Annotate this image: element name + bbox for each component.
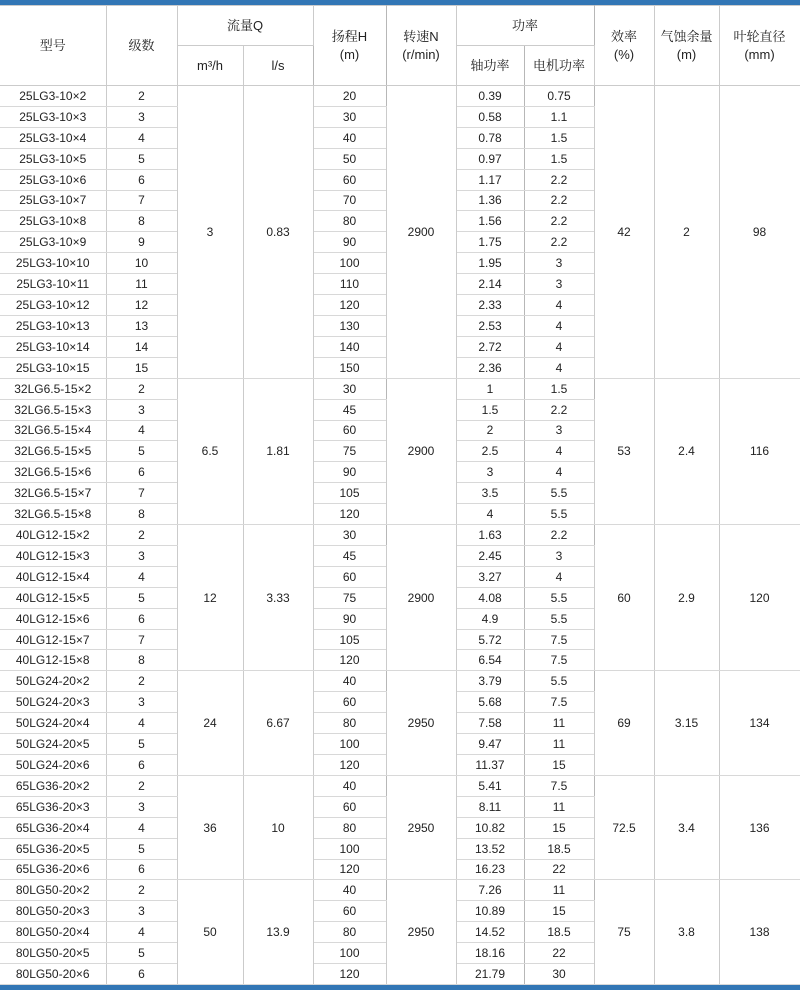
motor-power-cell: 3 bbox=[524, 545, 594, 566]
head-cell: 110 bbox=[313, 274, 386, 295]
stages-cell: 5 bbox=[106, 441, 177, 462]
head-cell: 90 bbox=[313, 608, 386, 629]
table-row bbox=[0, 378, 800, 399]
shaft-power-cell: 2 bbox=[456, 420, 524, 441]
model-cell: 50LG24-20×6 bbox=[0, 755, 106, 776]
motor-power-cell: 4 bbox=[524, 441, 594, 462]
stages-cell: 12 bbox=[106, 295, 177, 316]
table-row bbox=[0, 775, 800, 796]
impeller-cell: 136 bbox=[719, 775, 800, 880]
npsh-cell: 3.4 bbox=[654, 775, 719, 880]
head-cell: 60 bbox=[313, 169, 386, 190]
model-cell: 25LG3-10×8 bbox=[0, 211, 106, 232]
stages-cell: 4 bbox=[106, 713, 177, 734]
motor-power-cell: 7.5 bbox=[524, 650, 594, 671]
pump-spec-table bbox=[0, 5, 800, 985]
column-header-flow-group: 流量Q bbox=[177, 6, 313, 46]
model-cell: 40LG12-15×3 bbox=[0, 545, 106, 566]
column-header-speed bbox=[386, 6, 456, 86]
model-cell: 80LG50-20×4 bbox=[0, 922, 106, 943]
head-cell: 120 bbox=[313, 964, 386, 985]
motor-power-cell: 18.5 bbox=[524, 922, 594, 943]
model-cell: 40LG12-15×2 bbox=[0, 525, 106, 546]
stages-cell: 10 bbox=[106, 253, 177, 274]
head-cell: 50 bbox=[313, 148, 386, 169]
head-cell: 150 bbox=[313, 357, 386, 378]
stages-cell: 11 bbox=[106, 274, 177, 295]
shaft-power-cell: 0.97 bbox=[456, 148, 524, 169]
stages-cell: 8 bbox=[106, 650, 177, 671]
model-cell: 25LG3-10×6 bbox=[0, 169, 106, 190]
model-cell: 65LG36-20×6 bbox=[0, 859, 106, 880]
head-cell: 75 bbox=[313, 587, 386, 608]
stages-cell: 6 bbox=[106, 755, 177, 776]
stages-cell: 7 bbox=[106, 629, 177, 650]
motor-power-cell: 5.5 bbox=[524, 504, 594, 525]
head-cell: 40 bbox=[313, 775, 386, 796]
npsh-cell: 3.8 bbox=[654, 880, 719, 985]
shaft-power-cell: 11.37 bbox=[456, 755, 524, 776]
head-cell: 40 bbox=[313, 127, 386, 148]
model-cell: 50LG24-20×2 bbox=[0, 671, 106, 692]
motor-power-cell: 2.2 bbox=[524, 190, 594, 211]
head-cell: 90 bbox=[313, 232, 386, 253]
shaft-power-cell: 4.9 bbox=[456, 608, 524, 629]
shaft-power-cell: 1 bbox=[456, 378, 524, 399]
header-head-title: 扬程H bbox=[331, 28, 368, 44]
stages-cell: 2 bbox=[106, 880, 177, 901]
shaft-power-cell: 0.78 bbox=[456, 127, 524, 148]
stages-cell: 8 bbox=[106, 211, 177, 232]
stages-cell: 15 bbox=[106, 357, 177, 378]
flow-m3h-cell: 3 bbox=[177, 86, 243, 379]
table-row bbox=[0, 671, 800, 692]
flow-m3h-cell: 36 bbox=[177, 775, 243, 880]
flow-m3h-cell: 12 bbox=[177, 525, 243, 671]
motor-power-cell: 2.2 bbox=[524, 169, 594, 190]
model-cell: 40LG12-15×7 bbox=[0, 629, 106, 650]
speed-cell: 2950 bbox=[386, 671, 456, 776]
motor-power-cell: 2.2 bbox=[524, 211, 594, 232]
impeller-cell: 120 bbox=[719, 525, 800, 671]
model-cell: 80LG50-20×2 bbox=[0, 880, 106, 901]
motor-power-cell: 22 bbox=[524, 943, 594, 964]
stages-cell: 3 bbox=[106, 399, 177, 420]
efficiency-cell: 42 bbox=[594, 86, 654, 379]
bottom-accent-bar bbox=[0, 985, 800, 990]
table-row bbox=[0, 880, 800, 901]
motor-power-cell: 11 bbox=[524, 796, 594, 817]
motor-power-cell: 11 bbox=[524, 713, 594, 734]
shaft-power-cell: 5.41 bbox=[456, 775, 524, 796]
model-cell: 32LG6.5-15×5 bbox=[0, 441, 106, 462]
stages-cell: 3 bbox=[106, 901, 177, 922]
shaft-power-cell: 5.72 bbox=[456, 629, 524, 650]
shaft-power-cell: 2.72 bbox=[456, 336, 524, 357]
shaft-power-cell: 3.5 bbox=[456, 483, 524, 504]
model-cell: 25LG3-10×5 bbox=[0, 148, 106, 169]
head-cell: 30 bbox=[313, 525, 386, 546]
column-header-model: 型号 bbox=[0, 6, 106, 86]
model-cell: 80LG50-20×3 bbox=[0, 901, 106, 922]
model-cell: 50LG24-20×5 bbox=[0, 734, 106, 755]
column-header-flow-m3h: m³/h bbox=[177, 46, 243, 86]
stages-cell: 4 bbox=[106, 817, 177, 838]
motor-power-cell: 0.75 bbox=[524, 86, 594, 107]
head-cell: 140 bbox=[313, 336, 386, 357]
header-head-unit: (m) bbox=[339, 46, 360, 62]
head-cell: 80 bbox=[313, 817, 386, 838]
shaft-power-cell: 6.54 bbox=[456, 650, 524, 671]
motor-power-cell: 2.2 bbox=[524, 399, 594, 420]
head-cell: 30 bbox=[313, 378, 386, 399]
shaft-power-cell: 10.89 bbox=[456, 901, 524, 922]
column-header-npsh bbox=[654, 6, 719, 86]
head-cell: 120 bbox=[313, 504, 386, 525]
stages-cell: 8 bbox=[106, 504, 177, 525]
stages-cell: 14 bbox=[106, 336, 177, 357]
stages-cell: 2 bbox=[106, 775, 177, 796]
head-cell: 45 bbox=[313, 545, 386, 566]
head-cell: 100 bbox=[313, 943, 386, 964]
head-cell: 120 bbox=[313, 755, 386, 776]
stages-cell: 13 bbox=[106, 315, 177, 336]
model-cell: 65LG36-20×5 bbox=[0, 838, 106, 859]
stages-cell: 4 bbox=[106, 922, 177, 943]
model-cell: 40LG12-15×4 bbox=[0, 566, 106, 587]
flow-ls-cell: 3.33 bbox=[243, 525, 313, 671]
shaft-power-cell: 13.52 bbox=[456, 838, 524, 859]
head-cell: 30 bbox=[313, 106, 386, 127]
flow-ls-cell: 0.83 bbox=[243, 86, 313, 379]
stages-cell: 5 bbox=[106, 734, 177, 755]
shaft-power-cell: 1.5 bbox=[456, 399, 524, 420]
model-cell: 80LG50-20×5 bbox=[0, 943, 106, 964]
speed-cell: 2950 bbox=[386, 880, 456, 985]
stages-cell: 6 bbox=[106, 169, 177, 190]
stages-cell: 4 bbox=[106, 566, 177, 587]
shaft-power-cell: 0.58 bbox=[456, 106, 524, 127]
shaft-power-cell: 1.75 bbox=[456, 232, 524, 253]
stages-cell: 7 bbox=[106, 483, 177, 504]
stages-cell: 6 bbox=[106, 964, 177, 985]
npsh-cell: 2.9 bbox=[654, 525, 719, 671]
shaft-power-cell: 3.79 bbox=[456, 671, 524, 692]
model-cell: 32LG6.5-15×4 bbox=[0, 420, 106, 441]
model-cell: 32LG6.5-15×8 bbox=[0, 504, 106, 525]
stages-cell: 6 bbox=[106, 608, 177, 629]
motor-power-cell: 3 bbox=[524, 420, 594, 441]
efficiency-cell: 72.5 bbox=[594, 775, 654, 880]
motor-power-cell: 11 bbox=[524, 734, 594, 755]
flow-ls-cell: 1.81 bbox=[243, 378, 313, 524]
motor-power-cell: 3 bbox=[524, 274, 594, 295]
head-cell: 105 bbox=[313, 483, 386, 504]
motor-power-cell: 4 bbox=[524, 566, 594, 587]
motor-power-cell: 7.5 bbox=[524, 629, 594, 650]
head-cell: 80 bbox=[313, 211, 386, 232]
head-cell: 80 bbox=[313, 713, 386, 734]
header-efficiency-unit: (%) bbox=[613, 46, 635, 62]
impeller-cell: 116 bbox=[719, 378, 800, 524]
table-row bbox=[0, 86, 800, 107]
speed-cell: 2900 bbox=[386, 86, 456, 379]
motor-power-cell: 4 bbox=[524, 336, 594, 357]
stages-cell: 4 bbox=[106, 420, 177, 441]
model-cell: 25LG3-10×7 bbox=[0, 190, 106, 211]
header-speed-title: 转速N bbox=[403, 28, 439, 44]
stages-cell: 5 bbox=[106, 838, 177, 859]
motor-power-cell: 1.5 bbox=[524, 378, 594, 399]
stages-cell: 6 bbox=[106, 462, 177, 483]
head-cell: 120 bbox=[313, 859, 386, 880]
shaft-power-cell: 1.95 bbox=[456, 253, 524, 274]
npsh-cell: 2.4 bbox=[654, 378, 719, 524]
stages-cell: 3 bbox=[106, 796, 177, 817]
model-cell: 25LG3-10×3 bbox=[0, 106, 106, 127]
stages-cell: 4 bbox=[106, 127, 177, 148]
header-npsh-title: 气蚀余量 bbox=[660, 28, 713, 44]
motor-power-cell: 7.5 bbox=[524, 775, 594, 796]
stages-cell: 2 bbox=[106, 86, 177, 107]
stages-cell: 2 bbox=[106, 378, 177, 399]
impeller-cell: 98 bbox=[719, 86, 800, 379]
shaft-power-cell: 21.79 bbox=[456, 964, 524, 985]
motor-power-cell: 3 bbox=[524, 253, 594, 274]
model-cell: 25LG3-10×4 bbox=[0, 127, 106, 148]
head-cell: 60 bbox=[313, 901, 386, 922]
flow-m3h-cell: 24 bbox=[177, 671, 243, 776]
stages-cell: 7 bbox=[106, 190, 177, 211]
model-cell: 25LG3-10×13 bbox=[0, 315, 106, 336]
model-cell: 40LG12-15×6 bbox=[0, 608, 106, 629]
motor-power-cell: 11 bbox=[524, 880, 594, 901]
shaft-power-cell: 7.26 bbox=[456, 880, 524, 901]
shaft-power-cell: 14.52 bbox=[456, 922, 524, 943]
column-header-shaft-power: 轴功率 bbox=[456, 46, 524, 86]
stages-cell: 3 bbox=[106, 545, 177, 566]
stages-cell: 5 bbox=[106, 943, 177, 964]
header-npsh-unit: (m) bbox=[676, 46, 697, 62]
head-cell: 40 bbox=[313, 880, 386, 901]
motor-power-cell: 22 bbox=[524, 859, 594, 880]
shaft-power-cell: 18.16 bbox=[456, 943, 524, 964]
shaft-power-cell: 4.08 bbox=[456, 587, 524, 608]
column-header-power-group: 功率 bbox=[456, 6, 594, 46]
motor-power-cell: 4 bbox=[524, 357, 594, 378]
motor-power-cell: 5.5 bbox=[524, 608, 594, 629]
motor-power-cell: 4 bbox=[524, 315, 594, 336]
efficiency-cell: 60 bbox=[594, 525, 654, 671]
model-cell: 50LG24-20×4 bbox=[0, 713, 106, 734]
shaft-power-cell: 2.45 bbox=[456, 545, 524, 566]
motor-power-cell: 5.5 bbox=[524, 587, 594, 608]
model-cell: 25LG3-10×15 bbox=[0, 357, 106, 378]
shaft-power-cell: 16.23 bbox=[456, 859, 524, 880]
model-cell: 65LG36-20×4 bbox=[0, 817, 106, 838]
motor-power-cell: 2.2 bbox=[524, 525, 594, 546]
stages-cell: 9 bbox=[106, 232, 177, 253]
model-cell: 40LG12-15×8 bbox=[0, 650, 106, 671]
head-cell: 130 bbox=[313, 315, 386, 336]
shaft-power-cell: 8.11 bbox=[456, 796, 524, 817]
head-cell: 100 bbox=[313, 838, 386, 859]
shaft-power-cell: 9.47 bbox=[456, 734, 524, 755]
model-cell: 25LG3-10×2 bbox=[0, 86, 106, 107]
motor-power-cell: 18.5 bbox=[524, 838, 594, 859]
model-cell: 25LG3-10×9 bbox=[0, 232, 106, 253]
model-cell: 25LG3-10×10 bbox=[0, 253, 106, 274]
motor-power-cell: 1.5 bbox=[524, 148, 594, 169]
motor-power-cell: 1.1 bbox=[524, 106, 594, 127]
column-header-impeller bbox=[719, 6, 800, 86]
stages-cell: 5 bbox=[106, 587, 177, 608]
speed-cell: 2900 bbox=[386, 525, 456, 671]
impeller-cell: 138 bbox=[719, 880, 800, 985]
motor-power-cell: 15 bbox=[524, 901, 594, 922]
header-efficiency-title: 效率 bbox=[611, 28, 638, 44]
head-cell: 45 bbox=[313, 399, 386, 420]
model-cell: 80LG50-20×6 bbox=[0, 964, 106, 985]
head-cell: 60 bbox=[313, 566, 386, 587]
shaft-power-cell: 4 bbox=[456, 504, 524, 525]
table-body bbox=[0, 86, 800, 985]
speed-cell: 2950 bbox=[386, 775, 456, 880]
motor-power-cell: 15 bbox=[524, 817, 594, 838]
efficiency-cell: 75 bbox=[594, 880, 654, 985]
shaft-power-cell: 1.36 bbox=[456, 190, 524, 211]
model-cell: 40LG12-15×5 bbox=[0, 587, 106, 608]
shaft-power-cell: 1.56 bbox=[456, 211, 524, 232]
head-cell: 100 bbox=[313, 253, 386, 274]
shaft-power-cell: 1.63 bbox=[456, 525, 524, 546]
shaft-power-cell: 5.68 bbox=[456, 692, 524, 713]
column-header-motor-power: 电机功率 bbox=[524, 46, 594, 86]
head-cell: 60 bbox=[313, 692, 386, 713]
column-header-head bbox=[313, 6, 386, 86]
motor-power-cell: 1.5 bbox=[524, 127, 594, 148]
motor-power-cell: 15 bbox=[524, 755, 594, 776]
head-cell: 80 bbox=[313, 922, 386, 943]
model-cell: 65LG36-20×3 bbox=[0, 796, 106, 817]
shaft-power-cell: 2.53 bbox=[456, 315, 524, 336]
stages-cell: 2 bbox=[106, 671, 177, 692]
model-cell: 65LG36-20×2 bbox=[0, 775, 106, 796]
head-cell: 120 bbox=[313, 650, 386, 671]
shaft-power-cell: 2.5 bbox=[456, 441, 524, 462]
stages-cell: 6 bbox=[106, 859, 177, 880]
column-header-stages: 级数 bbox=[106, 6, 177, 86]
efficiency-cell: 53 bbox=[594, 378, 654, 524]
model-cell: 32LG6.5-15×3 bbox=[0, 399, 106, 420]
model-cell: 25LG3-10×11 bbox=[0, 274, 106, 295]
model-cell: 25LG3-10×12 bbox=[0, 295, 106, 316]
motor-power-cell: 30 bbox=[524, 964, 594, 985]
stages-cell: 5 bbox=[106, 148, 177, 169]
model-cell: 32LG6.5-15×7 bbox=[0, 483, 106, 504]
npsh-cell: 2 bbox=[654, 86, 719, 379]
column-header-flow-ls: l/s bbox=[243, 46, 313, 86]
impeller-cell: 134 bbox=[719, 671, 800, 776]
motor-power-cell: 4 bbox=[524, 295, 594, 316]
flow-ls-cell: 13.9 bbox=[243, 880, 313, 985]
head-cell: 105 bbox=[313, 629, 386, 650]
shaft-power-cell: 2.36 bbox=[456, 357, 524, 378]
shaft-power-cell: 3.27 bbox=[456, 566, 524, 587]
head-cell: 120 bbox=[313, 295, 386, 316]
table-header bbox=[0, 6, 800, 86]
npsh-cell: 3.15 bbox=[654, 671, 719, 776]
shaft-power-cell: 0.39 bbox=[456, 86, 524, 107]
header-impeller-unit: (mm) bbox=[744, 46, 775, 62]
shaft-power-cell: 7.58 bbox=[456, 713, 524, 734]
stages-cell: 2 bbox=[106, 525, 177, 546]
model-cell: 32LG6.5-15×6 bbox=[0, 462, 106, 483]
shaft-power-cell: 2.14 bbox=[456, 274, 524, 295]
motor-power-cell: 5.5 bbox=[524, 483, 594, 504]
head-cell: 70 bbox=[313, 190, 386, 211]
motor-power-cell: 4 bbox=[524, 462, 594, 483]
stages-cell: 3 bbox=[106, 106, 177, 127]
motor-power-cell: 2.2 bbox=[524, 232, 594, 253]
flow-ls-cell: 10 bbox=[243, 775, 313, 880]
header-row-top bbox=[0, 6, 800, 46]
column-header-efficiency bbox=[594, 6, 654, 86]
head-cell: 60 bbox=[313, 796, 386, 817]
model-cell: 32LG6.5-15×2 bbox=[0, 378, 106, 399]
head-cell: 75 bbox=[313, 441, 386, 462]
shaft-power-cell: 10.82 bbox=[456, 817, 524, 838]
stages-cell: 3 bbox=[106, 692, 177, 713]
head-cell: 100 bbox=[313, 734, 386, 755]
head-cell: 20 bbox=[313, 86, 386, 107]
head-cell: 90 bbox=[313, 462, 386, 483]
flow-m3h-cell: 50 bbox=[177, 880, 243, 985]
table-row bbox=[0, 525, 800, 546]
efficiency-cell: 69 bbox=[594, 671, 654, 776]
speed-cell: 2900 bbox=[386, 378, 456, 524]
model-cell: 25LG3-10×14 bbox=[0, 336, 106, 357]
flow-m3h-cell: 6.5 bbox=[177, 378, 243, 524]
header-impeller-title: 叶轮直径 bbox=[733, 28, 786, 44]
head-cell: 60 bbox=[313, 420, 386, 441]
model-cell: 50LG24-20×3 bbox=[0, 692, 106, 713]
head-cell: 40 bbox=[313, 671, 386, 692]
shaft-power-cell: 3 bbox=[456, 462, 524, 483]
shaft-power-cell: 2.33 bbox=[456, 295, 524, 316]
motor-power-cell: 7.5 bbox=[524, 692, 594, 713]
motor-power-cell: 5.5 bbox=[524, 671, 594, 692]
shaft-power-cell: 1.17 bbox=[456, 169, 524, 190]
flow-ls-cell: 6.67 bbox=[243, 671, 313, 776]
header-speed-unit: (r/min) bbox=[402, 46, 440, 62]
